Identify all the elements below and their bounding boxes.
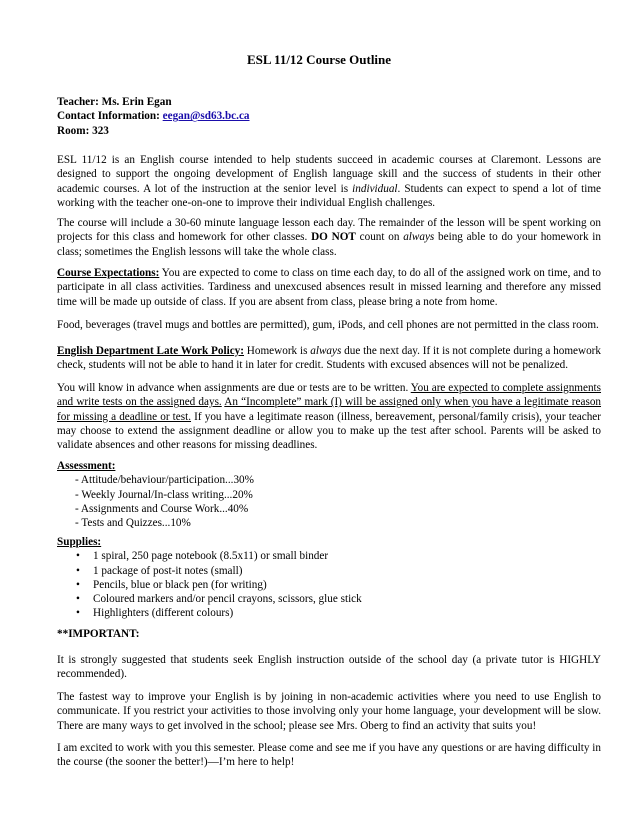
course-emphasis: always	[403, 231, 435, 244]
page-title: ESL 11/12 Course Outline	[246, 52, 392, 67]
deadlines-text-c: If you have a legitimate reason (illness, bereavement, personal/family crisis), your teacher may choose to extend the assignment deadline or allow you to make up the test after school. Parents will be asked to validate absences and other reasons for missing deadlines.	[57, 410, 601, 452]
expectations-paragraph	[57, 266, 601, 309]
supplies-heading: Supplies:	[57, 536, 102, 548]
course-text-a: The course will include a 30-60 minute language lesson each day. The remainder of the lesson will be spent working on projects for this class and homework for other classes.	[57, 217, 601, 244]
room-line	[57, 124, 601, 138]
course-paragraph	[57, 216, 601, 259]
late-work-text-a: Homework is	[243, 345, 311, 357]
intro-paragraph	[57, 153, 601, 210]
late-work-paragraph	[57, 344, 601, 373]
late-work-heading: English Department Late Work Policy:	[57, 345, 244, 357]
late-work-text-b: due the next day. If it is not complete during a homework check, students will not be able to hand it in later for credit. Students with excused absences will not be penalized.	[57, 345, 601, 372]
expectations-text: You are expected to come to class on time each day, to do all of the assigned work on time, and to participate in all class activities. Tardiness and unexcused absences result in missed learning and therefore any missed time will be made up outside of class. If you are absent from class, please bring a note from home.	[57, 267, 602, 308]
deadlines-text-a: You will know in advance when assignments are due or tests are to be written.	[57, 382, 411, 394]
list-item: • Coloured markers and/or pencil crayons, scissors, glue stick	[57, 592, 601, 606]
room-label: Room:	[57, 124, 90, 137]
contact-label: Contact Information:	[57, 110, 160, 123]
late-work-emphasis: always	[310, 345, 342, 357]
assessment-section	[57, 459, 601, 530]
intro-text-a: ESL 11/12 is an English course intended to help students succeed in academic courses at Claremont. Lessons are designed to support the ongoing development of English language skill and the success of students in their other academic courses. A lot of the instruction at the senior level is	[57, 154, 601, 195]
room-value: 323	[92, 124, 109, 137]
list-item: • Pencils, blue or black pen (for writing)	[57, 578, 601, 592]
teacher-label: Teacher:	[57, 96, 99, 108]
list-item: • 1 spiral, 250 page notebook (8.5x11) or small binder	[57, 549, 601, 563]
assessment-item: - Attitude/behaviour/participation...30%	[75, 474, 254, 487]
assessment-item: - Assignments and Course Work...40%	[75, 502, 249, 515]
contact-line	[57, 109, 601, 123]
tutor-paragraph: It is strongly suggested that students seek English instruction outside of the school day (a private tutor is HIGHLY recommended).	[57, 654, 601, 681]
teacher-name: Ms. Erin Egan	[101, 96, 172, 108]
deadlines-underline-1: You are expected to complete assignments and write tests on the assigned days.	[57, 382, 602, 409]
assessment-heading: Assessment:	[57, 460, 116, 472]
course-text-c: being able to do your homework in class; sometimes the English lessons will take the whole class.	[57, 231, 602, 258]
assessment-item: - Weekly Journal/In-class writing...20%	[75, 488, 253, 501]
activities-paragraph: The fastest way to improve your English is by joining in non-academic activities where you need to use English to communicate. If you restrict your activities to those involving only your home language, your development will be slow. There are many ways to get involved in the school; please see Mrs. Oberg to find an activity that suits you!	[57, 691, 601, 732]
intro-text-b: . Students can expect to spend a lot of time working with the teacher one-on-one to improve their individual English challenges.	[57, 182, 601, 209]
closing-paragraph: I am excited to work with you this semester. Please come and see me if you have any questions or are having difficulty in the course (the sooner the better!)—I’m here to help!	[57, 742, 601, 769]
intro-emphasis: individual	[352, 182, 398, 195]
list-item: • Highlighters (different colours)	[57, 606, 601, 620]
deadlines-paragraph	[57, 381, 601, 452]
deadlines-underline-2: An “Incomplete” mark (I) will be assigned only when you have a legitimate reason for missing a deadline or test.	[57, 396, 602, 423]
course-text-b: count on	[355, 231, 404, 244]
supplies-list	[57, 549, 601, 620]
course-do-not: DO NOT	[311, 231, 356, 244]
food-paragraph: Food, beverages (travel mugs and bottles are permitted), gum, iPods, and cell phones are not permitted in the class room.	[57, 319, 599, 331]
important-heading: **IMPORTANT:	[57, 628, 140, 640]
supplies-section	[57, 535, 601, 621]
teacher-info	[57, 95, 601, 138]
contact-email-link[interactable]: eegan@sd63.bc.ca	[162, 110, 250, 123]
teacher-line	[57, 95, 601, 109]
expectations-heading: Course Expectations:	[57, 267, 160, 279]
assessment-item: - Tests and Quizzes...10%	[75, 517, 191, 530]
list-item: • 1 package of post-it notes (small)	[57, 564, 601, 578]
